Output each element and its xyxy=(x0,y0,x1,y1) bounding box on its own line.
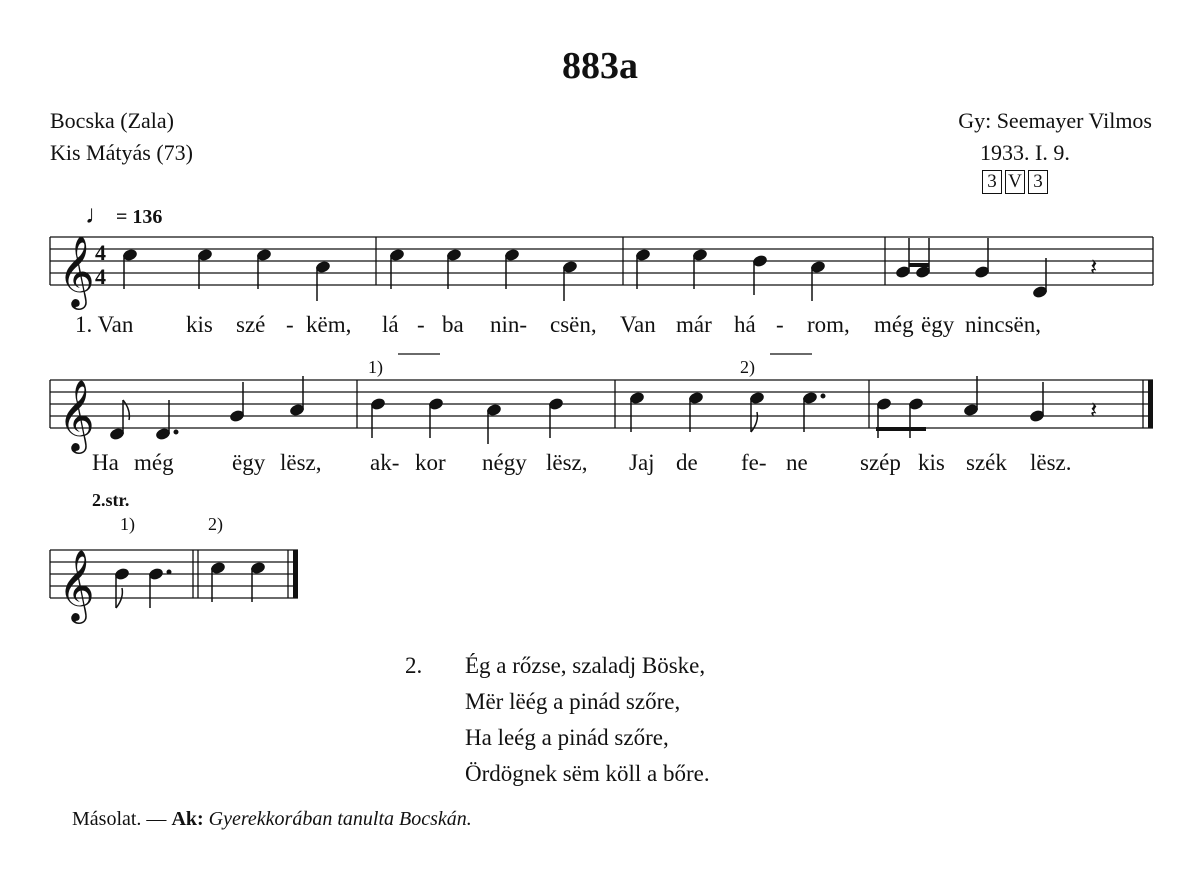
lyric-syllable: ëgy xyxy=(921,312,955,337)
collection-place: Bocska (Zala) xyxy=(50,108,174,133)
quarter-note-icon: ♩ xyxy=(85,200,111,229)
lyric-syllable: szék xyxy=(966,450,1007,475)
verse-line: Mër lëég a pinád szőre, xyxy=(465,689,681,714)
note-flag xyxy=(751,412,757,432)
lyric-syllable: ak- xyxy=(370,450,400,475)
lyric-syllable: Jaj xyxy=(629,450,655,475)
lyric-syllable: 1. Van xyxy=(75,312,134,337)
lyric-syllable: këm, xyxy=(306,312,352,337)
staff-system-2 xyxy=(50,380,1153,428)
volta-1-label: 1) xyxy=(368,357,383,377)
stanza-number: 2. xyxy=(405,653,423,678)
augmentation-dot xyxy=(174,430,178,434)
mode-box: V xyxy=(1005,170,1025,194)
tempo-text: = 136 xyxy=(116,206,163,228)
time-signature-top: 4 xyxy=(95,240,106,265)
quarter-rest-icon: 𝄽 xyxy=(1090,255,1098,281)
lyric-syllable: fe- xyxy=(741,450,767,475)
source-prefix: Másolat. — xyxy=(72,808,172,830)
page-title: 883a xyxy=(562,45,638,87)
lyric-syllable: ëgy xyxy=(232,450,266,475)
augmentation-dot xyxy=(821,394,825,398)
lyric-syllable: kor xyxy=(415,450,446,475)
lyric-syllable: lësz, xyxy=(280,450,322,475)
lyric-syllable: ne xyxy=(786,450,808,475)
second-stanza-label: 2.str. xyxy=(92,490,130,510)
note-flag xyxy=(123,400,129,420)
volta-1-label: 1) xyxy=(120,514,135,534)
lyric-syllable: szép xyxy=(860,450,901,475)
lyric-syllable: Ha xyxy=(92,450,119,475)
lyric-syllable: nin- xyxy=(490,312,528,337)
lyric-syllable: há xyxy=(734,312,756,337)
verse-line: Ha leég a pinád szőre, xyxy=(465,725,669,750)
notes-system-3 xyxy=(114,561,265,608)
source-note xyxy=(72,808,472,831)
lyric-syllable: lá xyxy=(382,312,399,337)
lyric-syllable: nincsën, xyxy=(965,312,1042,337)
lyric-syllable: négy xyxy=(482,450,527,475)
stanza-lines xyxy=(465,648,710,792)
lyric-syllable: kis xyxy=(186,312,213,337)
lyric-syllable: ba xyxy=(442,312,464,337)
collector: Gy: Seemayer Vilmos xyxy=(958,108,1152,133)
treble-clef-icon: 𝄞 xyxy=(58,378,95,451)
source-label: Ak: xyxy=(171,808,204,830)
augmentation-dot xyxy=(167,570,171,574)
lyric-syllable: - xyxy=(776,312,784,337)
volta-2-label: 2) xyxy=(740,357,755,377)
final-barline xyxy=(293,550,298,598)
mode-box: 3 xyxy=(982,170,1002,194)
lyric-syllable: - xyxy=(417,312,425,337)
collection-date: 1933. I. 9. xyxy=(980,140,1070,165)
notes-system-2 xyxy=(109,376,1044,444)
verse-line: Ördögnek sëm köll a bőre. xyxy=(465,761,710,786)
lyric-syllable: csën, xyxy=(550,312,597,337)
notes-system-1 xyxy=(122,238,1047,301)
lyric-syllable: - xyxy=(286,312,294,337)
treble-clef-icon: 𝄞 xyxy=(58,548,95,621)
lyric-syllable: lësz. xyxy=(1030,450,1072,475)
lyric-syllable: még xyxy=(134,450,174,475)
lyric-syllable: Van xyxy=(620,312,656,337)
lyric-syllable: kis xyxy=(918,450,945,475)
volta-2-label: 2) xyxy=(208,514,223,534)
treble-clef-icon: 𝄞 xyxy=(58,234,95,307)
time-signature-bottom: 4 xyxy=(95,264,106,289)
lyric-syllable: rom, xyxy=(807,312,850,337)
lyric-syllable: lësz, xyxy=(546,450,588,475)
lyric-syllable: de xyxy=(676,450,698,475)
mode-box: 3 xyxy=(1028,170,1048,194)
verse-line: Ég a rőzse, szaladj Böske, xyxy=(465,653,706,678)
quarter-rest-icon: 𝄽 xyxy=(1090,398,1098,424)
source-text: Gyerekkorában tanulta Bocskán. xyxy=(203,808,472,830)
lyric-syllable: már xyxy=(676,312,712,337)
lyric-syllable: szé xyxy=(236,312,266,337)
lyric-syllable: még xyxy=(874,312,914,337)
final-barline xyxy=(1148,380,1153,428)
performer: Kis Mátyás (73) xyxy=(50,140,193,165)
